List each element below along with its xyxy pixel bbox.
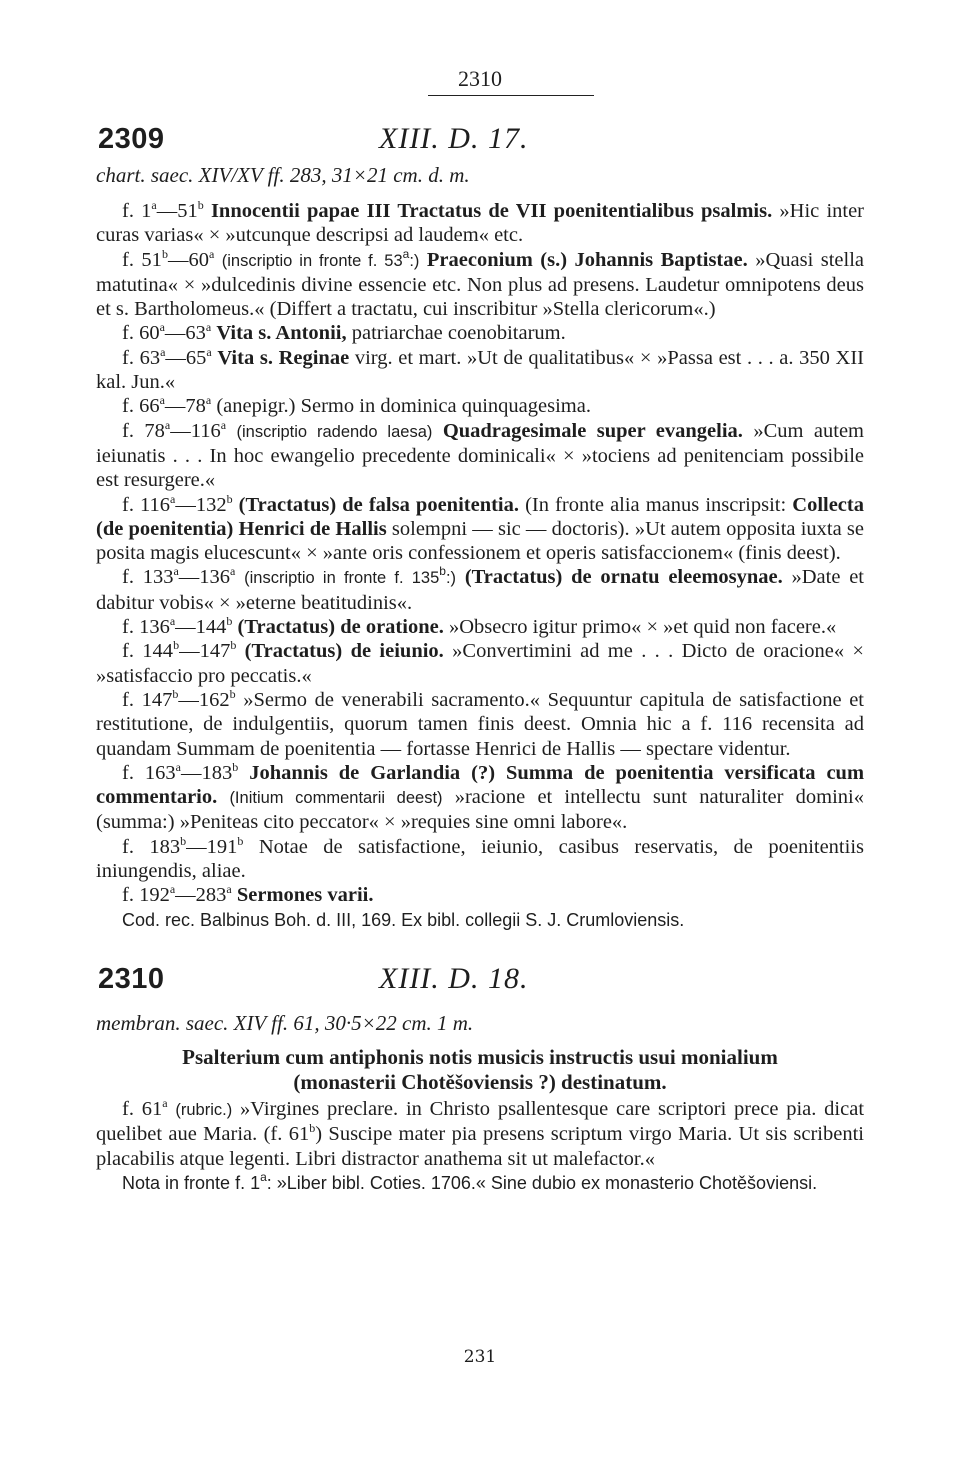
content-item: f. 78$^a$—116$^a$ (inscriptio radendo laesa) Quadragesimale super evangelia. »Cum autem ieiunatis . . . In hoc ewangelio precedente dominicali« × »tociens ad penitenciam possibile est resurgere.« (96, 417, 864, 492)
content-item: f. 147$^b$—162$^b$ »Sermo de venerabili sacramento.« Sequuntur capitula de satisfactione et restitutione, de indulgentiis, quorum tamen finis deest. Omnia hic a f. 116 recensita ad quandam Summam de poenitentia — fortasse Henrici de Hallis — spectare videntur. (96, 686, 865, 760)
page-number: 231 (463, 1347, 497, 1367)
provenance-note: Nota in fronte f. 1$^a$: »Liber bibl. Coties. 1706.« Sine dubio ex monasterio Chotěšoviensi. (122, 1169, 818, 1193)
entry-title-line: (monasterii Chotěšoviensis ?) destinatum. (293, 1069, 667, 1094)
entry-contents (96, 1097, 864, 1195)
entry-shelfmark: XIII. D. 17. (379, 122, 529, 155)
running-head: 2310 (458, 66, 502, 91)
content-item: f. 144$^b$—147$^b$ (Tractatus) de ieiunio. »Convertimini ad me . . . Dicto de oracione« × »satisfaccio pro peccatis.« (96, 638, 864, 687)
content-item: f. 63$^a$—65$^a$ Vita s. Reginae virg. et mart. »Ut de qualitatibus« × »Passa est . . . a. 350 XII kal. Jun.« (96, 344, 864, 394)
entry-heading (96, 122, 864, 156)
content-item: f. 60$^a$—63$^a$ Vita s. Antonii, patriarchae coenobitarum. (122, 320, 566, 345)
provenance-note: Cod. rec. Balbinus Boh. d. III, 169. Ex bibl. collegii S. J. Crumloviensis. (122, 909, 685, 930)
content-item: f. 192$^a$—283$^a$ Sermones varii. (122, 882, 374, 907)
content-item: f. 183$^b$—191$^b$ Notae de satisfactione, ieiunio, casibus reservatis, de poenitentiis iniungendis, aliae. (96, 833, 864, 883)
content-item: f. 61$^a$ (rubric.) »Virgines preclare. in Christo psallentesque care scriptori prece pia. dicat quelibet aue Maria. (f. 61$^b$) Suscipe mater pia presens scriptum virgo Maria. Ut sis scribenti placabilis atque legenti. Libri distractor anathema sit ut malefactor.« (96, 1095, 865, 1170)
content-item: f. 133$^a$—136$^a$ (inscriptio in fronte f. 135$^b$:) (Tractatus) de ornatu eleemosynae. »Date et dabitur vobis« × »eterne beatitudinis«. (96, 564, 864, 614)
content-item: f. 163$^a$—183$^b$ Johannis de Garlandia (?) Summa de poenitentia versificata cum commentario. (Initium commentarii deest) »racione et intellectu sunt naturaliter domini« (summa:) »Peniteas cito peccator« × »requies sine omni labore«. (96, 759, 865, 834)
content-item: f. 136$^a$—144$^b$ (Tractatus) de oratione. »Obsecro igitur primo« × »et quid non facere.« (122, 614, 837, 639)
content-item: f. 1$^a$—51$^b$ Innocentii papae III Tractatus de VII poenitentialibus psalmis. »Hic inter curas varias« × »utcunque descripsi ad laudem« etc. (96, 198, 865, 247)
content-item: f. 116$^a$—132$^b$ (Tractatus) de falsa poenitentia. (In fronte alia manus inscripsit: Collecta (de poenitentia) Henrici de Hallis solempni — sic — doctoris). »Ut autem opposita iuxta se posita magis elucescunt« × »ante oris confessionem et operis satisfaccionem« (finis deest). (96, 491, 864, 565)
entry-title (96, 1045, 864, 1095)
entry-number: 2309 (98, 123, 165, 155)
content-item: f. 51$^b$—60$^a$ (inscriptio in fronte f. 53$^a$:) Praeconium (s.) Johannis Baptistae. »Quasi stella matutina« × »dulcedinis divine essencie etc. Non plus ad presens. Laudetur omnipotens deus et s. Bartholomeus.« (Differt a tractatu, cui inscribitur »Stella clericorum«.) (96, 246, 865, 321)
entry-description: chart. saec. XIV/XV ff. 283, 31×21 cm. d. m. (96, 163, 470, 187)
entry-heading (96, 962, 864, 996)
entry-description: membran. saec. XIV ff. 61, 30·5×22 cm. 1 m. (96, 1010, 474, 1035)
entry-title-line: Psalterium cum antiphonis notis musicis instructis usui monialium (182, 1044, 778, 1069)
entry-shelfmark: XIII. D. 18. (379, 961, 529, 995)
entry-number: 2310 (98, 962, 165, 995)
page-body (96, 66, 864, 1195)
content-item: f. 66$^a$—78$^a$ (anepigr.) Sermo in dominica quinquagesima. (122, 393, 591, 418)
running-head-rule (428, 95, 594, 96)
entry-contents (96, 199, 864, 932)
